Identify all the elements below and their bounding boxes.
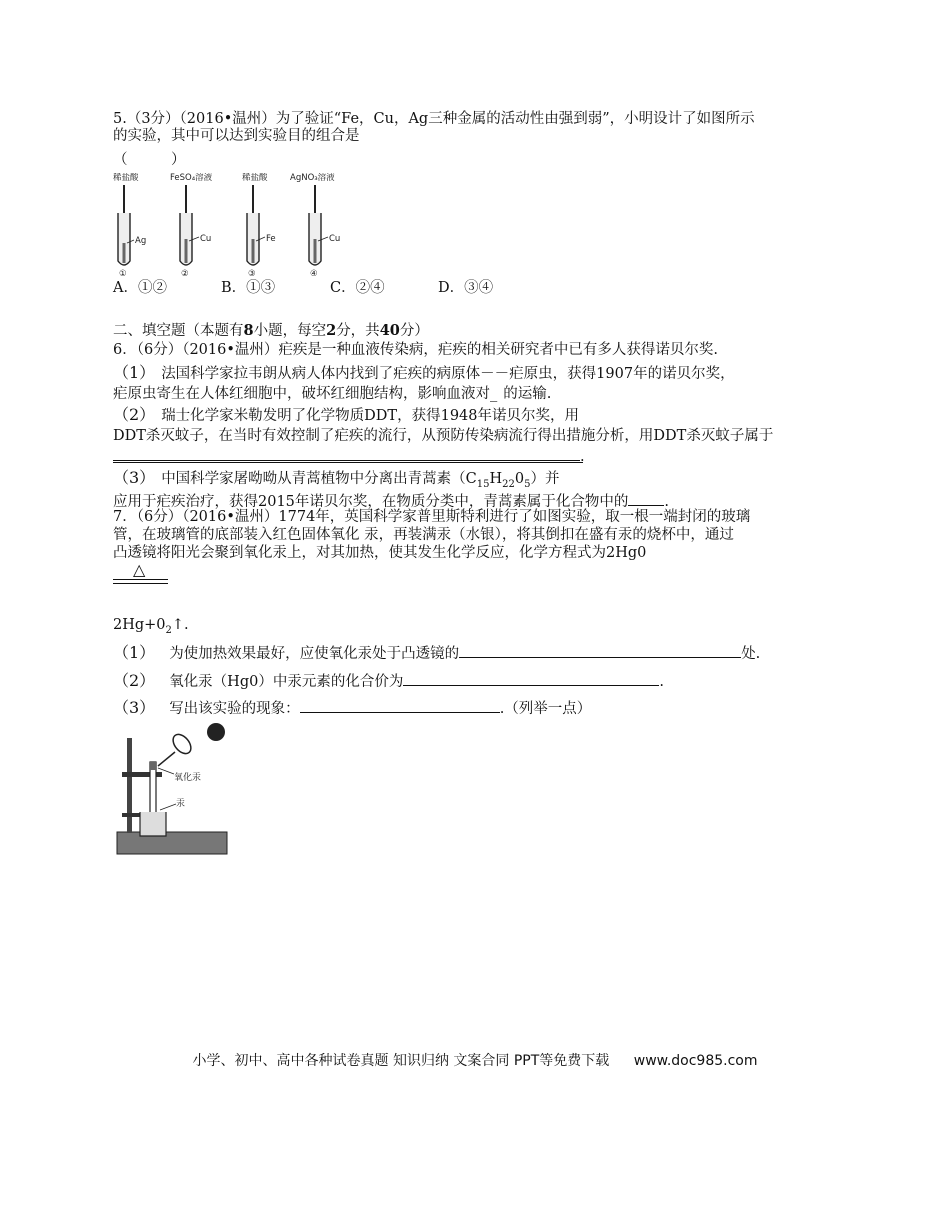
q7-equation-products: $2Hg+0_2↑$. [113,617,189,636]
q7-part1: （1） 为使加热效果最好，应使氧化汞处于凸透镜的 处. [113,643,761,662]
tube2-reagent-label: FeSO₄溶液 [170,173,213,183]
q6-line1: 6．（6分）（2016•温州）疟疾是一种血液传染病，疟疾的相关研究者中已有多人获得诺贝尔奖. [113,342,719,358]
q7-apparatus-figure [112,720,232,858]
tube3-metal-label: Fe [266,234,276,244]
q7-line3: 凸透镜将阳光会聚到氧化汞上，对其加热，使其发生化学反应，化学方程式为2Hg0 [113,545,647,561]
q5-test-tube-figure [110,173,350,278]
tube1-number: ① [119,269,127,278]
q7-part2: （2） 氧化汞（Hg0）中汞元素的化合价为 . [113,671,664,690]
test-tube-4 [290,173,340,278]
tube1-reagent-label: 稀盐酸 [113,173,139,183]
q6-part3-line2: 应用于疟疾治疗，获得2015年诺贝尔奖，在物质分类中，青蒿素属于化合物中的 . [113,491,669,511]
q7-reaction-bar-bottom [113,583,168,584]
tube1-metal-label: Ag [135,236,147,246]
tube3-number: ③ [248,269,256,278]
q6-part2-blank[interactable] [113,446,580,461]
page-footer [0,1050,950,1070]
tube3-reagent-label: 稀盐酸 [242,173,268,183]
q7-line1: 7．（6分）（2016•温州）1774年，英国科学家普里斯特利进行了如图实验，取一根一端封闭的玻璃 [113,509,751,525]
q7-part3: （3） 写出该实验的现象： .（列举一点） [113,698,592,717]
test-tube-3 [242,173,276,278]
q7-reaction-bar-top [113,579,168,580]
label-mercury: 汞 [176,799,186,809]
apparatus-base [117,832,227,854]
q6-divider [113,462,583,463]
tube4-metal-label: Cu [329,234,341,244]
beaker [140,812,166,836]
sun-icon [207,723,225,741]
section2-heading: 二、填空题（本题有8小题，每空2分，共40分） [113,322,429,339]
q5-option-d: D．③④ [438,280,494,296]
q7-delta-symbol: △ [133,560,146,579]
label-mercury-oxide: 氧化汞 [174,773,202,783]
tube4-reagent-label: AgNO₃溶液 [290,173,335,183]
tube4-number: ④ [310,269,318,278]
footer-text: 小学、初中、高中各种试卷真题 知识归纳 文案合同 PPT等免费下载 [192,1053,610,1069]
q6-part1: （1） 法国科学家拉韦朗从病人体内找到了疟疾的病原体－－疟原虫，获得1907年的诺贝尔奖， [113,363,735,382]
q5-line2: 的实验，其中可以达到实验目的组合是 [113,128,360,144]
tube2-number: ② [181,269,189,278]
q6-part2-line2: DDT杀灭蚊子，在当时有效控制了疟疾的流行，从预防传染病流行得出措施分析，用DDT杀灭蚊子属于 [113,428,774,444]
test-tube-1 [113,173,146,278]
q5-line1: 5.（3分）（2016•温州）为了验证“Fe，Cu，Ag三种金属的活动性由强到弱”，小明设计了如图所示 [113,111,755,127]
stand-rod [127,738,132,833]
q5-option-a: A．①② [113,280,167,296]
q7-part1-blank[interactable] [459,643,741,658]
q6-part3: （3） 中国科学家屠呦呦从青蒿植物中分离出青蒿素$(C_{15}H_{22}0_5)$并 [113,468,560,490]
q7-part3-blank[interactable] [300,698,500,713]
q5-answer-paren: （ ） [113,152,186,168]
q7-part2-blank[interactable] [403,671,659,686]
q6-part2: （2） 瑞士化学家米勒发明了化学物质DDT，获得1948年诺贝尔奖，用 [113,405,580,424]
footer-site-link[interactable]: www.doc985.com [633,1053,758,1069]
tube2-metal-label: Cu [200,234,212,244]
q6-part3-blank[interactable] [628,491,664,506]
q6-part2-answer: . [113,446,585,466]
q5-option-b: B．①③ [221,280,276,296]
test-tube-2 [170,173,213,278]
q5-option-c: C．②④ [330,280,385,296]
q7-line2: 管，在玻璃管的底部装入红色固体氧化 汞，再装满汞（水银），将其倒扣在盛有汞的烧杯中，通过 [113,527,734,543]
q6-part1-line2: 疟原虫寄生在人体红细胞中，破坏红细胞结构，影响血液对_ 的运输. [113,386,552,402]
